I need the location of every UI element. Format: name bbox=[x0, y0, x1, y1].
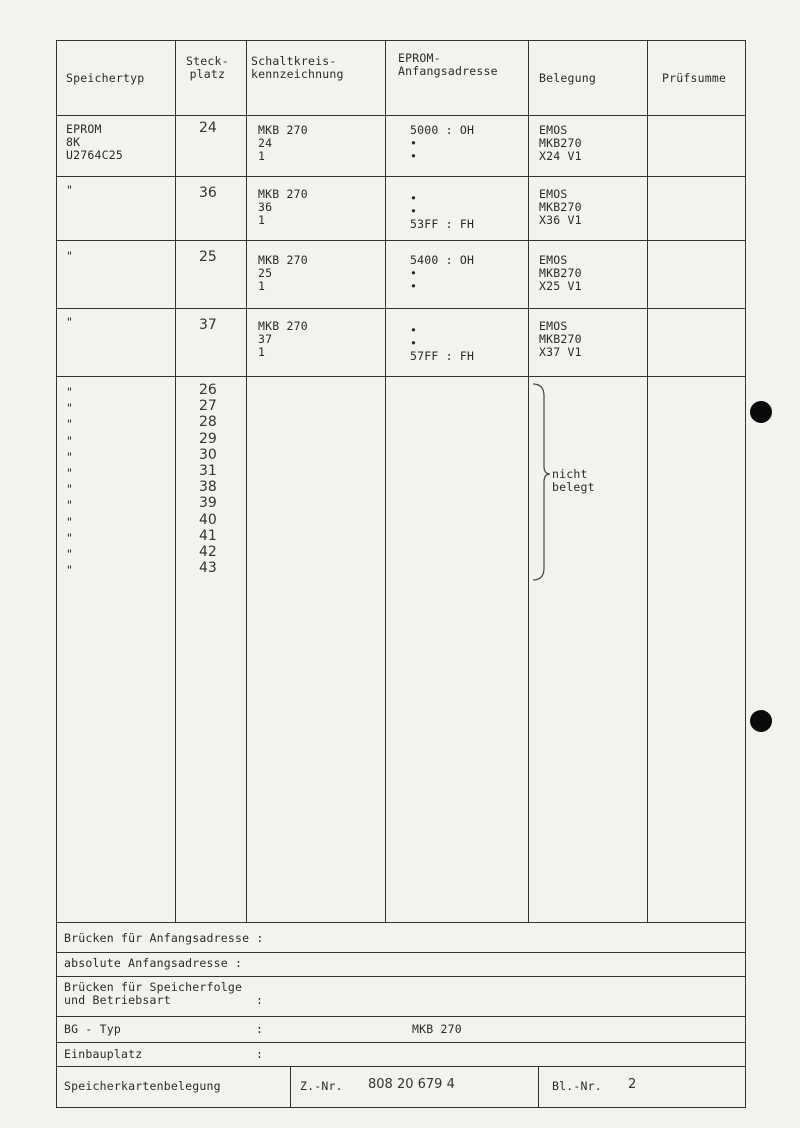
colon: : bbox=[256, 1047, 264, 1061]
row-3-typ: " bbox=[66, 249, 74, 263]
znr-value: 808 20 679 4 bbox=[368, 1077, 455, 1092]
header-pruefsumme: Prüfsumme bbox=[662, 71, 727, 85]
column-divider bbox=[290, 1066, 291, 1108]
header-schaltkreis: Schaltkreis- kennzeichnung bbox=[251, 54, 344, 81]
bruecken-speicherfolge: Brücken für Speicherfolge und Betriebsart bbox=[64, 980, 243, 1007]
row-4-adresse: • • 57FF : FH bbox=[410, 323, 475, 363]
row-1-kennz: MKB 270 24 1 bbox=[258, 123, 308, 163]
blnr-value: 2 bbox=[628, 1077, 637, 1092]
footer-divider bbox=[56, 976, 746, 977]
row-1-typ: EPROM 8K U2764C25 bbox=[66, 122, 123, 162]
row-4-platz: 37 bbox=[199, 317, 217, 333]
unused-plaetze: 26 27 28 29 30 31 38 39 40 41 42 43 bbox=[199, 382, 217, 577]
row-4-typ: " bbox=[66, 315, 74, 329]
znr-label: Z.-Nr. bbox=[300, 1079, 343, 1093]
footer-divider bbox=[56, 1066, 746, 1067]
punch-hole-icon bbox=[750, 710, 772, 732]
row-2-typ: " bbox=[66, 183, 74, 197]
column-divider bbox=[385, 40, 386, 922]
row-2-platz: 36 bbox=[199, 185, 217, 201]
footer-divider bbox=[56, 952, 746, 953]
header-eprom: EPROM- Anfangsadresse bbox=[398, 51, 498, 78]
row-1-adresse: 5000 : OH • • bbox=[410, 123, 475, 163]
header-belegung: Belegung bbox=[539, 71, 596, 85]
row-divider bbox=[56, 376, 746, 377]
bruecken-anfangsadresse: Brücken für Anfangsadresse : bbox=[64, 931, 264, 945]
blnr-label: Bl.-Nr. bbox=[552, 1079, 602, 1093]
row-divider bbox=[56, 240, 746, 241]
header-steckplatz: Steck- platz bbox=[186, 54, 229, 81]
punch-hole-icon bbox=[750, 401, 772, 423]
row-2-belegung: EMOS MKB270 X36 V1 bbox=[539, 187, 582, 227]
row-divider bbox=[56, 308, 746, 309]
memory-card-sheet bbox=[56, 40, 746, 1108]
absolute-anfangsadresse: absolute Anfangsadresse : bbox=[64, 956, 243, 970]
row-3-belegung: EMOS MKB270 X25 V1 bbox=[539, 253, 582, 293]
row-1-platz: 24 bbox=[199, 120, 217, 136]
header-speichertyp: Speichertyp bbox=[66, 71, 145, 85]
unused-belegung: nicht belegt bbox=[552, 467, 595, 494]
brace-icon bbox=[530, 382, 552, 582]
footer-divider bbox=[56, 1016, 746, 1017]
column-divider bbox=[175, 40, 176, 922]
row-3-platz: 25 bbox=[199, 249, 217, 265]
row-4-kennz: MKB 270 37 1 bbox=[258, 319, 308, 359]
row-2-kennz: MKB 270 36 1 bbox=[258, 187, 308, 227]
sheet-title: Speicherkartenbelegung bbox=[64, 1079, 221, 1093]
row-3-kennz: MKB 270 25 1 bbox=[258, 253, 308, 293]
row-3-adresse: 5400 : OH • • bbox=[410, 253, 475, 293]
footer-divider bbox=[56, 1042, 746, 1043]
row-divider bbox=[56, 176, 746, 177]
unused-ditto-marks: " " " " " " " " " " " " bbox=[66, 385, 74, 578]
column-divider bbox=[246, 40, 247, 922]
column-divider bbox=[538, 1066, 539, 1108]
footer-divider bbox=[56, 922, 746, 923]
column-divider bbox=[647, 40, 648, 922]
header-divider bbox=[56, 115, 746, 116]
einbauplatz-label: Einbauplatz bbox=[64, 1047, 143, 1061]
row-1-belegung: EMOS MKB270 X24 V1 bbox=[539, 123, 582, 163]
bg-typ-label: BG - Typ bbox=[64, 1022, 121, 1036]
bg-typ-value: MKB 270 bbox=[412, 1022, 462, 1036]
row-4-belegung: EMOS MKB270 X37 V1 bbox=[539, 319, 582, 359]
colon: : bbox=[256, 993, 264, 1007]
column-divider bbox=[528, 40, 529, 922]
colon: : bbox=[256, 1022, 264, 1036]
row-2-adresse: • • 53FF : FH bbox=[410, 191, 475, 231]
